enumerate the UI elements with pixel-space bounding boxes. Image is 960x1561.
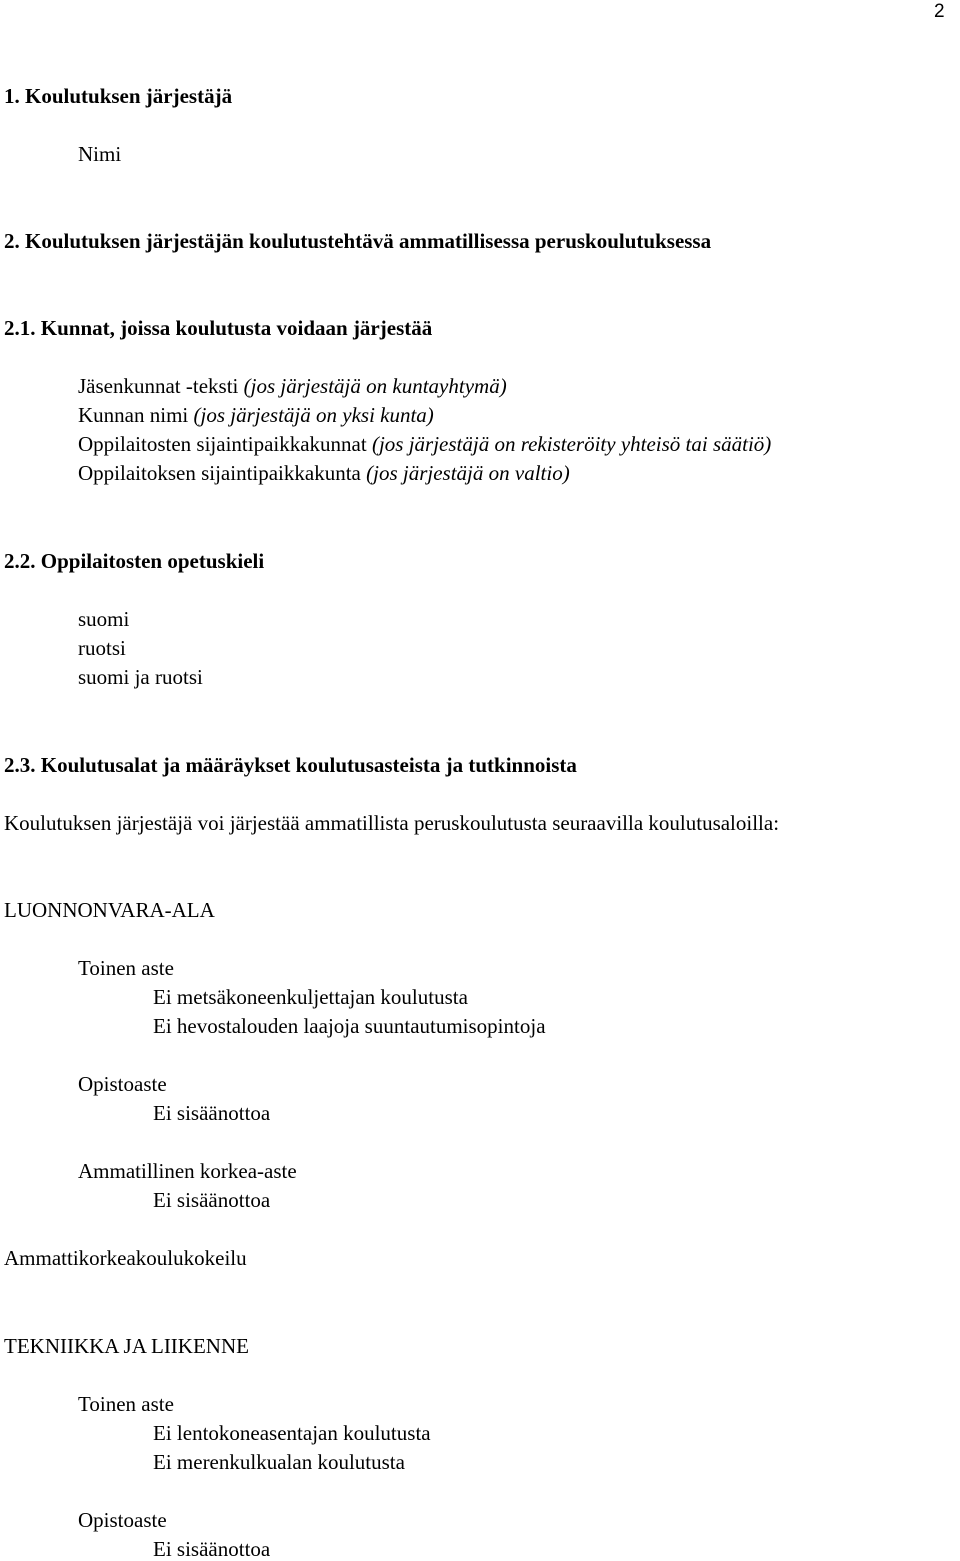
section-2-3-intro: Koulutuksen järjestäjä voi järjestää ammatillista peruskoulutusta seuraavilla koulutusaloilla:: [4, 811, 780, 835]
trial-label: Ammattikorkeakoulukokeilu: [4, 1246, 247, 1270]
municipality-line-note: (jos järjestäjä on valtio): [366, 461, 570, 485]
level-restriction: Ei metsäkoneenkuljettajan koulutusta: [153, 985, 468, 1009]
municipality-line-text: Oppilaitoksen sijaintipaikkakunta: [78, 461, 361, 485]
level-restriction: Ei hevostalouden laajoja suuntautumisopintoja: [153, 1014, 546, 1038]
education-level: Opistoaste: [78, 1508, 167, 1532]
level-restriction: Ei sisäänottoa: [153, 1101, 271, 1125]
level-restriction: Ei lentokoneasentajan koulutusta: [153, 1421, 431, 1445]
section-2-1-heading: 2.1. Kunnat, joissa koulutusta voidaan järjestää: [4, 316, 433, 340]
field-name: LUONNONVARA-ALA: [4, 898, 215, 922]
municipality-line-note: (jos järjestäjä on rekisteröity yhteisö tai säätiö): [371, 432, 772, 456]
education-level: Toinen aste: [78, 1392, 174, 1416]
municipality-line-text: Jäsenkunnat -teksti: [78, 374, 239, 398]
section-2-heading: 2. Koulutuksen järjestäjän koulutustehtävä ammatillisessa peruskoulutuksessa: [4, 229, 712, 253]
municipality-line-text: Kunnan nimi: [78, 403, 189, 427]
municipality-line-note: (jos järjestäjä on kuntayhtymä): [243, 374, 507, 398]
municipality-line: [78, 461, 570, 485]
education-level: Opistoaste: [78, 1072, 167, 1096]
section-2-2-heading: 2.2. Oppilaitosten opetuskieli: [4, 549, 265, 573]
municipality-line: [78, 374, 507, 398]
language-option: suomi: [78, 607, 130, 631]
level-restriction: Ei sisäänottoa: [153, 1188, 271, 1212]
municipality-line: [78, 432, 771, 456]
education-level: Ammatillinen korkea-aste: [78, 1159, 297, 1183]
municipality-line-text: Oppilaitosten sijaintipaikkakunnat: [78, 432, 367, 456]
municipality-line-note: (jos järjestäjä on yksi kunta): [193, 403, 434, 427]
page-number: 2: [934, 1, 945, 22]
language-option: ruotsi: [78, 636, 126, 660]
field-name: TEKNIIKKA JA LIIKENNE: [4, 1334, 249, 1358]
section-1-heading: 1. Koulutuksen järjestäjä: [4, 84, 233, 108]
organizer-name-label: Nimi: [78, 142, 122, 166]
municipality-line: [78, 403, 434, 427]
language-option: suomi ja ruotsi: [78, 665, 203, 689]
section-2-3-heading: 2.3. Koulutusalat ja määräykset koulutusasteista ja tutkinnoista: [4, 753, 577, 777]
level-restriction: Ei merenkulkualan koulutusta: [153, 1450, 405, 1474]
education-level: Toinen aste: [78, 956, 174, 980]
level-restriction: Ei sisäänottoa: [153, 1537, 271, 1561]
